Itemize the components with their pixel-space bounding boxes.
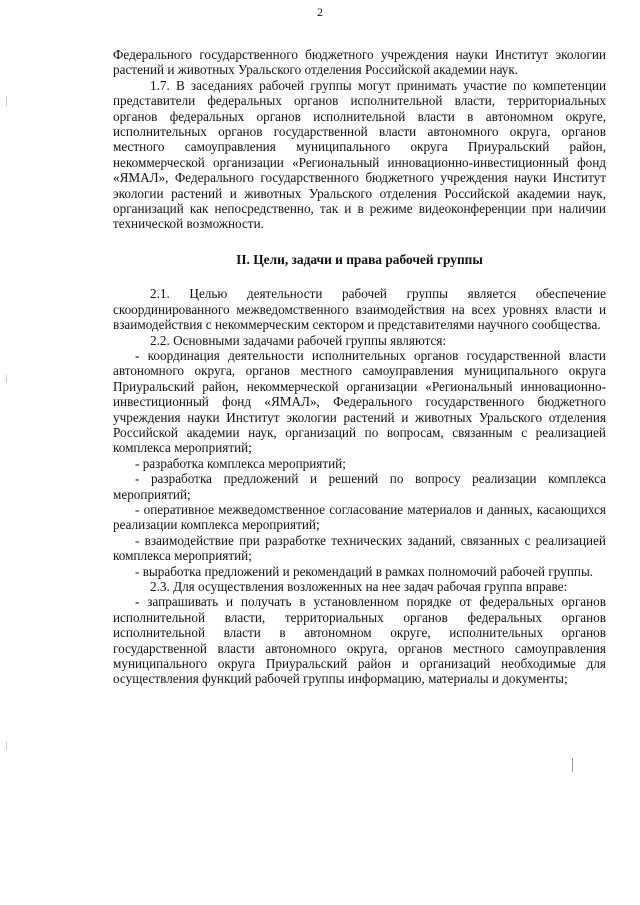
intro-paragraph: Федерального государственного бюджетного учреждения науки Институт экологии растений и животных Уральского отделения Российской академии наук. xyxy=(113,47,606,78)
clause-2-2: 2.2. Основными задачами рабочей группы являются: xyxy=(150,332,447,348)
document-body xyxy=(113,47,606,687)
clause-2-3-item-1: - запрашивать и получать в установленном порядке от федеральных органов исполнительной власти, территориальных органов федеральных органов исполнительной власти в автономном округе, исполнительных органов государственной власти автономного округа, органов местного самоуправления муниципального округа Приуральский район и организаций необходимые для осуществления функций рабочей группы информацию, материалы и документы; xyxy=(113,594,606,687)
clause-2-2-item-6: - выработка предложений и рекомендаций в рамках полномочий рабочей группы. xyxy=(135,563,594,579)
section-2-heading: II. Цели, задачи и права рабочей группы xyxy=(236,251,483,267)
margin-scan-mark-right xyxy=(572,758,573,772)
margin-scan-mark-top xyxy=(6,96,7,106)
clause-2-2-item-5: - взаимодействие при разработке технических заданий, связанных с реализацией комплекса мероприятий; xyxy=(113,532,606,564)
clause-2-2-item-3: - разработка предложений и решений по вопросу реализации комплекса мероприятий; xyxy=(113,471,606,502)
margin-scan-mark-lower xyxy=(6,742,7,750)
clause-2-2-item-2: - разработка комплекса мероприятий; xyxy=(135,455,346,471)
clause-2-2-item-4: - оперативное межведомственное согласование материалов и данных, касающихся реализации комплекса мероприятий; xyxy=(113,501,606,533)
page-number: 2 xyxy=(317,5,323,19)
clause-1-7: 1.7. В заседаниях рабочей группы могут принимать участие по компетенции представители федеральных органов исполнительной власти, территориальных органов федеральных органов исполнительной власти в автономном округе, исполнительных органов государственной власти автономного округа, органов местного самоуправления муниципального округа Приуральский район, некоммерческой организации «Региональный инновационно-инвестиционный фонд «ЯМАЛ», Федерального государственного бюджетного учреждения науки Институт экологии растений и животных Уральского отделения Российской академии наук, организаций как непосредственно, так и в режиме видеоконференции при наличии технической возможности. xyxy=(113,77,606,232)
clause-2-2-item-1: - координация деятельности исполнительных органов государственной власти автономного округа, органов местного самоуправления муниципального округа Приуральский район, некоммерческой организации «Региональный инновационно-инвестиционный фонд «ЯМАЛ», Федерального государственного бюджетного учреждения науки Институт экологии растений и животных Уральского отделения Российской академии наук, организаций по вопросам, связанным с реализацией комплекса мероприятий; xyxy=(113,347,606,456)
clause-2-1: 2.1. Целью деятельности рабочей группы является обеспечение скоординированного межведомственного взаимодействия на всех уровнях власти и взаимодействия с некоммерческим сектором и представителями научного сообщества. xyxy=(113,286,606,333)
clause-2-3: 2.3. Для осуществления возложенных на нее задач рабочая группа вправе: xyxy=(150,579,568,594)
margin-scan-mark-middle xyxy=(6,375,7,383)
